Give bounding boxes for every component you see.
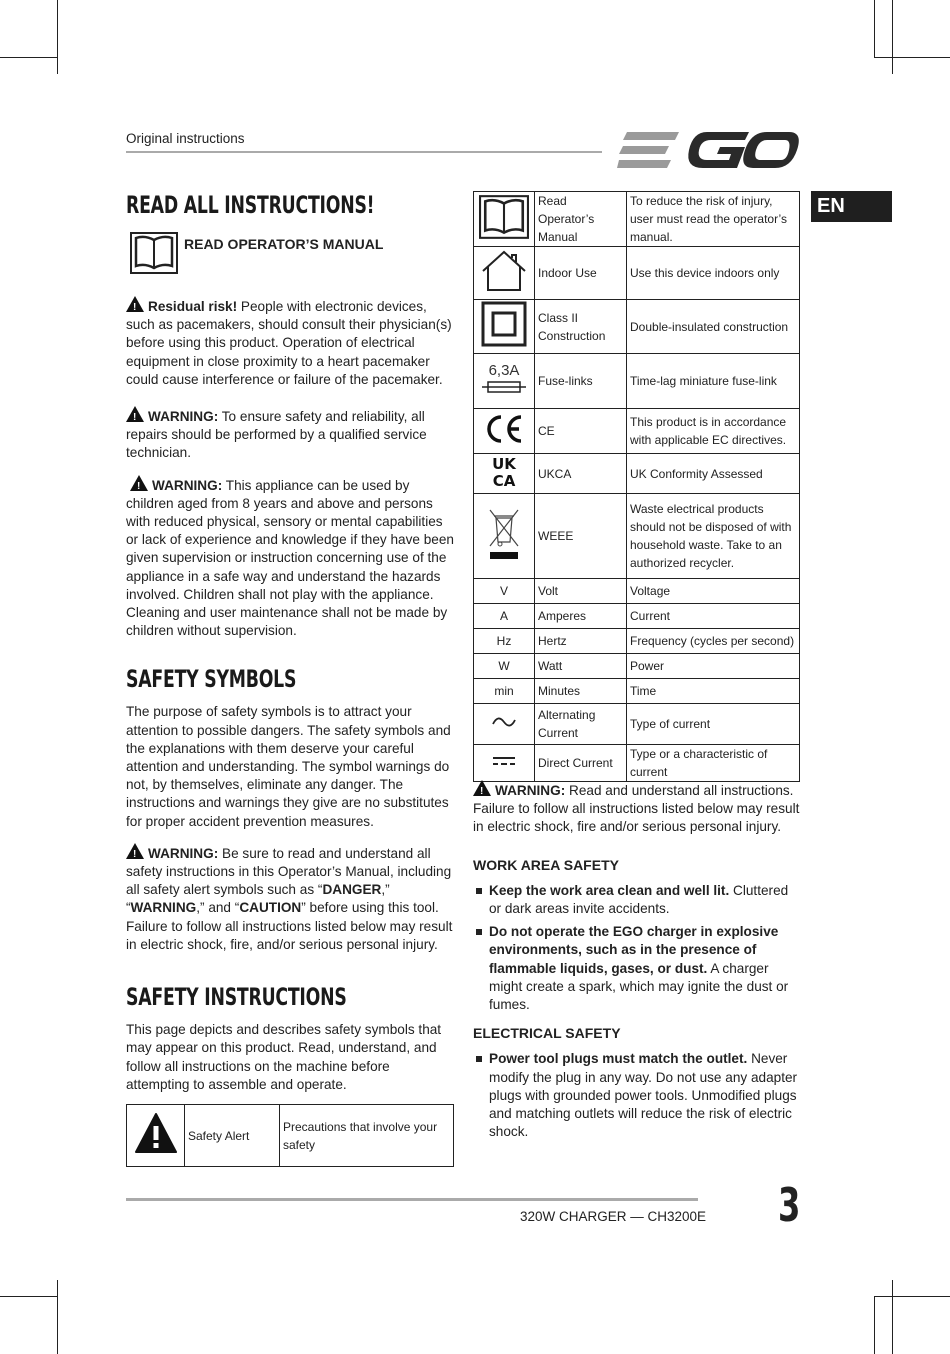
book-icon	[130, 232, 178, 274]
table-row	[474, 354, 800, 409]
ukca-mark-icon	[484, 454, 524, 488]
warning-triangle-icon	[126, 843, 144, 859]
symbol-code: min	[494, 684, 514, 698]
symbol-meaning: This product is in accordance with applicable EC directives.	[627, 409, 800, 454]
ce-mark-icon	[481, 411, 527, 447]
safety-alert-icon	[134, 1112, 178, 1154]
right-column	[473, 780, 801, 1141]
crop-mark	[892, 1280, 893, 1354]
table-row	[474, 300, 800, 354]
list-item: Power tool plugs must match the outlet. Never modify the plug in any way. Do not use any adapter plugs with grounded power tools. Unmodified plugs and matching outlets will reduce the risk of electric shock.	[473, 1050, 801, 1141]
warning-triangle-icon	[126, 296, 144, 312]
table-row	[474, 247, 800, 300]
fuse-icon	[479, 357, 529, 401]
crop-mark	[892, 0, 893, 74]
symbol-icon-cell	[474, 704, 535, 745]
crossed-bin-icon	[484, 504, 524, 564]
symbol-name: Direct Current	[535, 745, 627, 782]
list-item: Do not operate the EGO charger in explosive environments, such as in the presence of flammable liquids, gases, or dust. A charger might create a spark, which may ignite the dust or fumes.	[473, 923, 801, 1014]
safety-alert-table	[126, 1104, 454, 1167]
symbol-name: Watt	[535, 654, 627, 679]
symbol-icon-cell	[474, 604, 535, 629]
table-row	[474, 192, 800, 247]
symbol-name: Read Operator’s Manual	[535, 192, 627, 247]
symbol-meaning: Waste electrical products should not be disposed of with household waste. Take to an authorized recycler.	[627, 494, 800, 579]
warning-repairs-paragraph: !WARNING: To ensure safety and reliability, all repairs should be performed by a qualified service technician.	[126, 406, 454, 463]
table-row	[474, 629, 800, 654]
double-square-icon	[480, 300, 528, 348]
symbol-meaning: Time-lag miniature fuse-link	[627, 354, 800, 409]
symbol-meaning: Time	[627, 679, 800, 704]
symbol-icon-cell	[474, 745, 535, 782]
symbol-code: A	[499, 609, 508, 623]
book-icon	[479, 195, 529, 239]
svg-text:6,3A: 6,3A	[488, 361, 520, 379]
symbol-icon-cell	[474, 679, 535, 704]
table-row	[474, 679, 800, 704]
heading-safety-symbols: SAFETY SYMBOLS	[126, 665, 297, 694]
safety-alert-name: Safety Alert	[185, 1105, 280, 1167]
symbol-icon-cell	[474, 300, 535, 354]
symbol-name: Class II Construction	[535, 300, 627, 354]
symbol-meaning: Double-insulated construction	[627, 300, 800, 354]
read-manual-row	[130, 231, 454, 275]
crop-mark	[874, 1296, 875, 1354]
symbol-meaning: UK Conformity Assessed	[627, 454, 800, 494]
symbol-name: Minutes	[535, 679, 627, 704]
symbol-meaning: To reduce the risk of injury, user must read the operator’s manual.	[627, 192, 800, 247]
ego-logo	[617, 130, 799, 170]
heading-safety-instructions: SAFETY INSTRUCTIONS	[126, 983, 347, 1012]
page-number: 3	[778, 1178, 801, 1232]
symbol-name: Fuse-links	[535, 354, 627, 409]
symbol-code: W	[498, 659, 510, 673]
symbol-icon-cell	[474, 247, 535, 300]
symbol-meaning: Type or a characteristic of current	[627, 745, 800, 782]
warning-general-paragraph: !WARNING: Read and understand all instructions. Failure to follow all instructions listed below may result in electric shock, fire and/or serious personal injury.	[473, 780, 801, 837]
symbol-code: Hz	[496, 634, 512, 648]
residual-risk-paragraph: !Residual risk! People with electronic devices, such as pacemakers, should consult their physician(s) before using this product. Operation of electrical equipment in close proximity to a heart pacemaker could cause interference or failure of the pacemaker.	[126, 296, 454, 389]
symbol-icon-cell	[474, 454, 535, 494]
symbol-icon-cell	[474, 654, 535, 679]
symbol-name: Hertz	[535, 629, 627, 654]
safety-instructions-intro: This page depicts and describes safety symbols that may appear on this product. Read, understand, and follow all instructions on the machine before attempting to assemble and operate.	[126, 1022, 442, 1092]
symbol-icon-cell	[474, 409, 535, 454]
read-manual-label: READ OPERATOR’S MANUAL	[184, 235, 384, 252]
list-item: Keep the work area clean and well lit. Cluttered or dark areas invite accidents.	[473, 882, 801, 918]
symbol-meaning: Voltage	[627, 579, 800, 604]
table-row	[474, 745, 800, 782]
crop-mark	[0, 1296, 57, 1297]
crop-mark	[874, 1296, 950, 1297]
symbol-icon-cell	[474, 354, 535, 409]
symbol-icon-cell	[474, 494, 535, 579]
alternating-current-icon	[489, 712, 519, 732]
warning-triangle-icon	[473, 780, 491, 796]
safety-alert-icon-cell	[127, 1105, 185, 1167]
safety-symbols-intro: The purpose of safety symbols is to attract your attention to possible dangers. The safety symbols and the explanations with them deserve your careful attention and understanding. The symbol warnings do not, by themselves, eliminate any danger. The instructions and warnings they give are no substitutes for proper accident prevention measures.	[126, 704, 451, 829]
symbol-code: V	[499, 584, 508, 598]
work-area-title: WORK AREA SAFETY	[473, 856, 619, 873]
original-instructions-label: Original instructions	[126, 131, 245, 146]
table-row	[474, 704, 800, 745]
symbol-meaning: Power	[627, 654, 800, 679]
direct-current-icon	[491, 753, 517, 769]
symbol-meaning: Current	[627, 604, 800, 629]
svg-text:CA: CA	[492, 472, 516, 488]
crop-mark	[57, 1280, 58, 1354]
symbol-name: Volt	[535, 579, 627, 604]
electrical-list	[473, 1050, 801, 1141]
warning-children-paragraph: !WARNING: This appliance can be used by children aged from 8 years and above and persons with reduced physical, sensory or mental capabilities or lack of experience and knowledge if they have been given supervision or instruction concerning use of the appliance in a safe way and understand the hazards involved. Children shall not play with the appliance. Cleaning and user maintenance shall not be made by children without supervision.	[126, 475, 454, 641]
table-row	[127, 1105, 454, 1167]
table-row	[474, 454, 800, 494]
symbol-meaning: Frequency (cycles per second)	[627, 629, 800, 654]
footer-product: 320W CHARGER — CH3200E	[520, 1209, 707, 1224]
header-rule	[126, 151, 602, 153]
symbol-meaning: Use this device indoors only	[627, 247, 800, 300]
symbol-name: Amperes	[535, 604, 627, 629]
warning-triangle-icon	[126, 406, 144, 422]
table-row	[474, 579, 800, 604]
symbol-name: Indoor Use	[535, 247, 627, 300]
symbol-icon-cell	[474, 629, 535, 654]
table-row	[474, 654, 800, 679]
symbol-name: CE	[535, 409, 627, 454]
heading-read-all: READ ALL INSTRUCTIONS!	[126, 191, 375, 219]
symbol-icon-cell	[474, 579, 535, 604]
crop-mark	[57, 0, 58, 74]
electrical-title: ELECTRICAL SAFETY	[473, 1025, 621, 1042]
symbol-name: Alternating Current	[535, 704, 627, 745]
safety-alert-desc: Precautions that involve your safety	[280, 1105, 454, 1167]
crop-mark	[874, 57, 950, 58]
symbol-icon-cell	[474, 192, 535, 247]
language-tab: EN	[811, 191, 892, 222]
crop-mark	[874, 0, 875, 57]
warning-triangle-icon	[130, 475, 148, 491]
table-row	[474, 494, 800, 579]
symbol-name: WEEE	[535, 494, 627, 579]
crop-mark	[0, 57, 57, 58]
left-column	[126, 190, 454, 1094]
house-icon	[479, 249, 529, 293]
table-row	[474, 604, 800, 629]
symbols-table	[473, 191, 800, 782]
warning-read-manual-paragraph: !WARNING: Be sure to read and understand all safety instructions in this Operator’s Manual, including all safety alert symbols such as “DANGER,” “WARNING,” and “CAUTION” before using this tool. Failure to follow all instructions listed below may result in electric shock, fire, and/or serious personal injury.	[126, 843, 454, 954]
symbol-meaning: Type of current	[627, 704, 800, 745]
work-area-list	[473, 882, 801, 1014]
footer-rule	[126, 1198, 698, 1201]
table-row	[474, 409, 800, 454]
symbol-name: UKCA	[535, 454, 627, 494]
svg-text:UK: UK	[492, 455, 516, 473]
